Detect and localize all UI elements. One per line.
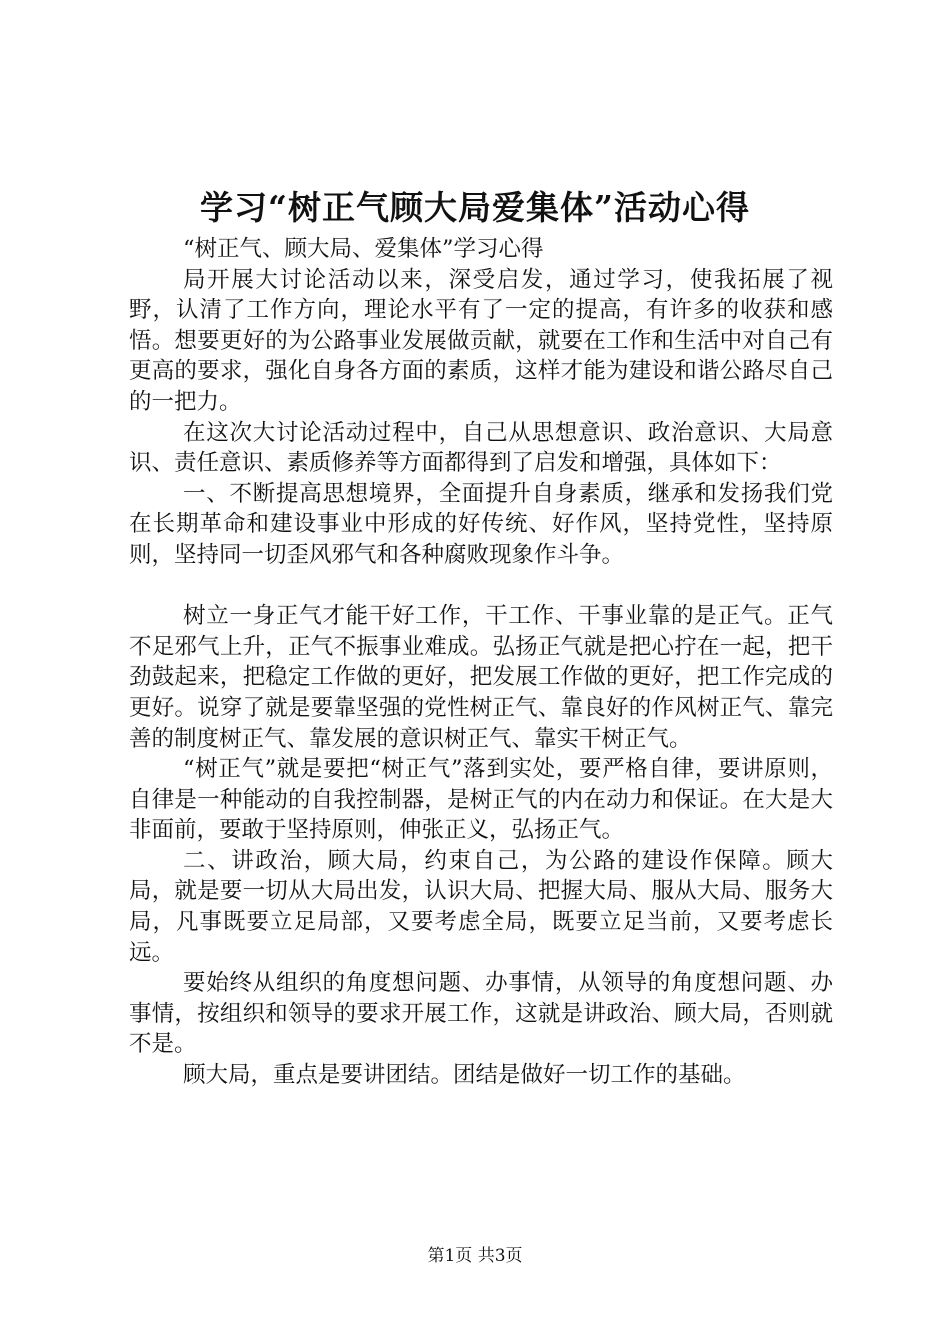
body-paragraph: 在这次大讨论活动过程中，自己从思想意识、政治意识、大局意识、责任意识、素质修养等方面都得到了启发和增强，具体如下：	[129, 419, 833, 477]
body-paragraph: 一、不断提高思想境界，全面提升自身素质，继承和发扬我们党在长期革命和建设事业中形成的好传统、好作风，坚持党性，坚持原则，坚持同一切歪风邪气和各种腐败现象作斗争。	[129, 480, 833, 568]
subtitle-paragraph: “树正气、顾大局、爱集体”学习心得	[183, 236, 544, 262]
body-paragraph: “树正气”就是要把“树正气”落到实处，要严格自律，要讲原则，自律是一种能动的自我控制器，是树正气的内在动力和保证。在大是大非面前，要敢于坚持原则，伸张正义，弘扬正气。	[129, 756, 833, 844]
body-paragraph: 二、讲政治，顾大局，约束自己，为公路的建设作保障。顾大局，就是要一切从大局出发，认识大局、把握大局、服从大局、服务大局，凡事既要立足局部，又要考虑全局，既要立足当前，又要考虑长远。	[129, 847, 833, 966]
document-body	[129, 234, 833, 1091]
page-footer: 第1页 共3页	[427, 1246, 523, 1266]
document-title: 学习“树正气顾大局爱集体”活动心得	[200, 188, 750, 227]
body-paragraph: 顾大局，重点是要讲团结。团结是做好一切工作的基础。	[183, 1062, 746, 1089]
body-paragraph: 树立一身正气才能干好工作，干工作、干事业靠的是正气。正气不足邪气上升，正气不振事业难成。弘扬正气就是把心拧在一起，把干劲鼓起来，把稳定工作做的更好，把发展工作做的更好，把工作完成的更好。说穿了就是要靠坚强的党性树正气、靠良好的作风树正气、靠完善的制度树正气、靠发展的意识树正气、靠实干树正气。	[129, 603, 833, 752]
body-paragraph: 局开展大讨论活动以来，深受启发，通过学习，使我拓展了视野，认清了工作方向，理论水平有了一定的提高，有许多的收获和感悟。想要更好的为公路事业发展做贡献，就要在工作和生活中对自己有更高的要求，强化自身各方面的素质，这样才能为建设和谐公路尽自己的一把力。	[129, 266, 833, 415]
body-paragraph: 要始终从组织的角度想问题、办事情，从领导的角度想问题、办事情，按组织和领导的要求开展工作，这就是讲政治、顾大局，否则就不是。	[129, 970, 833, 1058]
